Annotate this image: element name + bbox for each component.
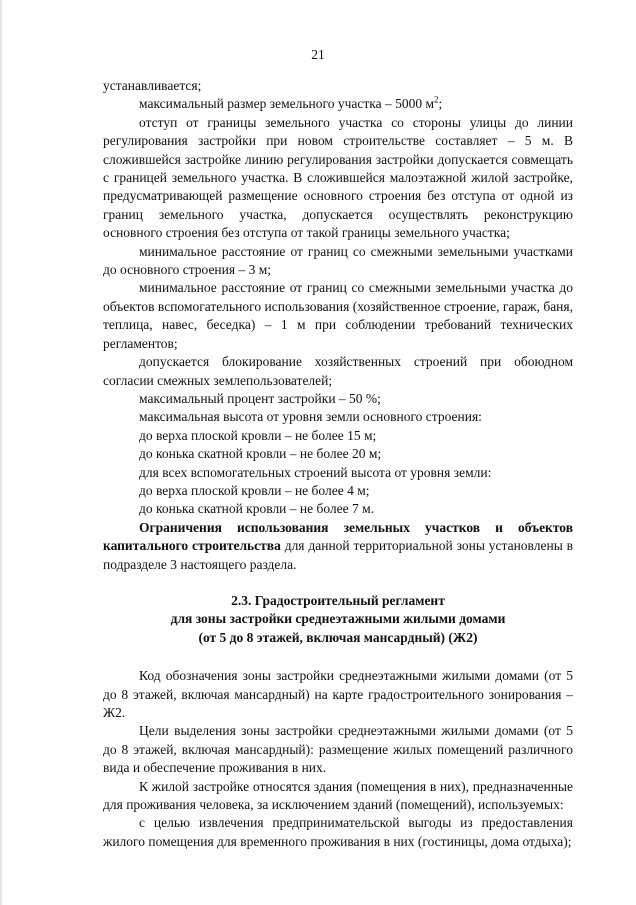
paragraph: до верха плоской кровли – не более 4 м; [139, 482, 370, 498]
paragraph: максимальный процент застройки – 50 %; [139, 390, 381, 406]
paragraph: допускается блокирование хозяйственных строений при обоюдном согласии смежных землепользователей; [103, 354, 573, 388]
paragraph: Цели выделения зоны застройки среднеэтажными жилыми домами (от 5 до 8 этажей, включая мансардный): размещение жилых помещений различного вида и обеспечение проживания в них. [103, 723, 573, 776]
paragraph: максимальная высота от уровня земли основного строения: [139, 409, 482, 425]
paragraph: отступ от границы земельного участка со стороны улицы до линии регулирования застройки при новом строительстве составляет – 5 м. В сложившейся застройке линию регулирования застройки допускается совмещать с границей земельного участка. В сложившейся малоэтажной жилой застройке, предусматривающей размещение основного строения без отступа от одной из границ земельного участка, допускается осуществлять реконструкцию основного строения без отступа от такой границы земельного участка; [103, 114, 573, 241]
heading-line: для зоны застройки среднеэтажными жилыми домами [170, 611, 506, 627]
document-body [103, 77, 573, 851]
scan-edge [0, 0, 2, 905]
paragraph-max-area [103, 95, 573, 113]
paragraph: К жилой застройке относятся здания (помещения в них), предназначенные для проживания человека, за исключением зданий (помещений), используемых: [103, 778, 573, 813]
max-area-text: максимальный размер земельного участка – 5000 м [139, 96, 435, 112]
paragraph: до верха плоской кровли – не более 15 м; [139, 427, 377, 443]
paragraph: до конька скатной кровли – не более 7 м. [139, 501, 375, 517]
section-heading [103, 592, 573, 647]
paragraph-restrictions [103, 519, 573, 574]
heading-line: (от 5 до 8 этажей, включая мансардный) (Ж2) [198, 629, 478, 645]
restrictions-rest: для данной территориальной зоны установлены в подразделе 3 настоящего раздела. [103, 538, 574, 572]
paragraph: минимальное расстояние от границ со смежными земельными участка до объектов вспомогательного использования (хозяйственное строение, гараж, баня, теплица, навес, беседка) – 1 м при соблюдении требований технических регламентов; [103, 280, 573, 351]
paragraph: до конька скатной кровли – не более 20 м; [139, 446, 382, 462]
superscript: 2 [434, 94, 439, 105]
paragraph: минимальное расстояние от границ со смежными земельными участками до основного строения – 3 м; [103, 243, 573, 278]
paragraph: для всех вспомогательных строений высота от уровня земли: [139, 464, 492, 480]
heading-line: 2.3. Градостроительный регламент [231, 592, 445, 608]
restrictions-bold: Ограничения использования земельных участков и объектов капитального строительства [103, 519, 573, 554]
page-number: 21 [311, 47, 325, 62]
paragraph: с целью извлечения предпринимательской выгоды из предоставления жилого помещения для временного проживания в них (гостиницы, дома отдыха); [103, 815, 573, 849]
paragraph: Код обозначения зоны застройки среднеэтажными жилыми домами (от 5 до 8 этажей, включая мансардный) на карте градостроительного зонирования – Ж2. [103, 668, 573, 720]
max-area-end: ; [438, 96, 443, 112]
paragraph: устанавливается; [103, 78, 202, 93]
